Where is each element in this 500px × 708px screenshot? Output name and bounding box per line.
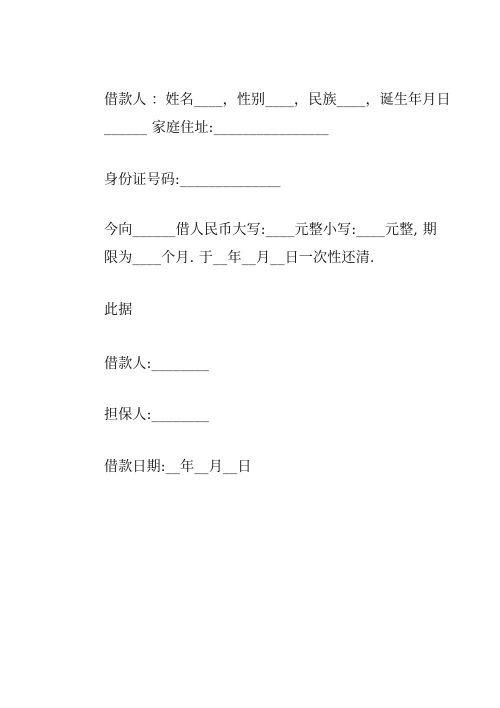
loan-term-line: 限为____个月. 于__年__月__日一次性还清. [104,250,375,266]
loan-date-line: 借款日期:__年__月__日 [104,459,252,475]
borrower-info-line: 借款人 ：姓名____，性别____，民族____，诞生年月日 [104,92,451,108]
evidence-text: 此据 [104,302,133,318]
guarantor-signature-line: 担保人:________ [104,407,210,423]
loan-amount-line: 今向______借人民币大写:____元整小写:____元整, 期 [104,222,437,238]
address-line: ______ 家庭住址:________________ [104,120,329,136]
borrower-signature-line: 借款人:________ [104,356,210,372]
id-number-line: 身份证号码:______________ [104,172,281,188]
